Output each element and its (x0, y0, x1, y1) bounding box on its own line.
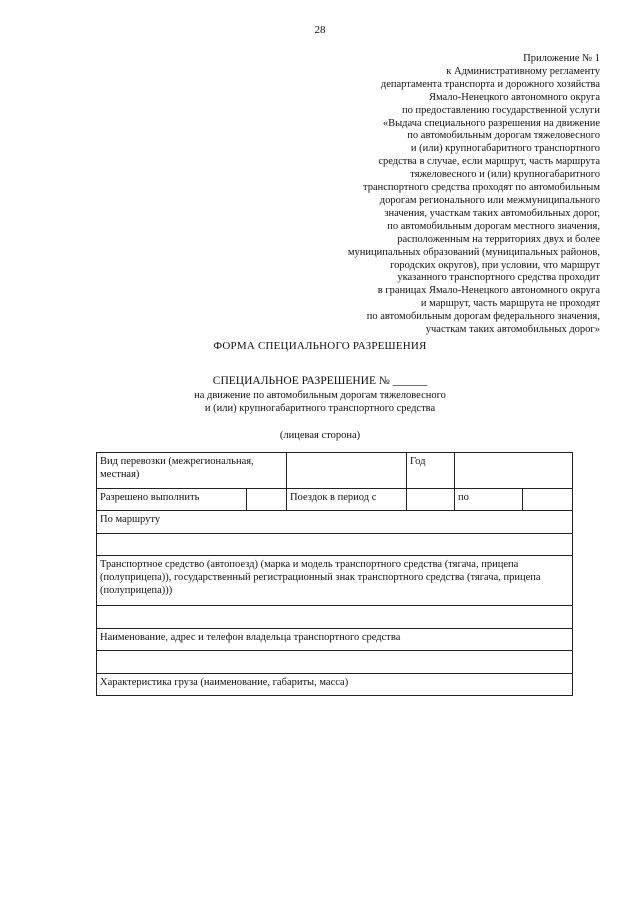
appendix-line: и (или) крупногабаритного транспортного (410, 143, 600, 155)
permit-title: СПЕЦИАЛЬНОЕ РАЗРЕШЕНИЕ № ______ (212, 375, 428, 387)
side-label: (лицевая сторона) (279, 430, 361, 441)
appendix-line: в границах Ямало-Ненецкого автономного округа (377, 285, 600, 297)
vehicle-field[interactable] (97, 606, 573, 629)
table-row (97, 674, 573, 696)
appendix-line: дорогам регионального или межмуниципального (379, 194, 600, 206)
owner-field[interactable] (97, 651, 573, 674)
transport-type-label: Вид перевозки (межрегиональная, местная) (97, 453, 287, 489)
year-label: Год (407, 453, 455, 489)
appendix-line: по автомобильным дорогам местного значения, (387, 220, 600, 232)
year-field[interactable] (455, 453, 573, 489)
appendix-line: и маршрут, часть маршрута не проходят (420, 298, 600, 310)
table-row (97, 453, 573, 489)
permit-subtitle-line: и (или) крупногабаритного транспортного средства (204, 403, 436, 414)
route-field[interactable] (97, 534, 573, 556)
table-row (97, 556, 573, 606)
allowed-label: Разрешено выполнить (97, 489, 247, 511)
table-row (97, 534, 573, 556)
permit-form-table (96, 452, 573, 696)
appendix-header (240, 53, 600, 337)
table-row (97, 489, 573, 511)
form-heading: ФОРМА СПЕЦИАЛЬНОГО РАЗРЕШЕНИЯ (213, 340, 427, 352)
appendix-line: указанного транспортного средства проходит (397, 272, 600, 284)
page-number: 28 (314, 24, 326, 36)
trips-period-label: Поездок в период с (287, 489, 407, 511)
appendix-line: тяжеловесного и (или) крупногабаритного (410, 169, 600, 181)
appendix-line: «Выдача специального разрешения на движение (382, 117, 600, 129)
period-to-field[interactable] (523, 489, 573, 511)
appendix-line: транспортного средства проходят по автомобильным (363, 182, 600, 194)
table-row (97, 511, 573, 534)
table-row (97, 651, 573, 674)
appendix-line: Ямало-Ненецкого автономного округа (428, 91, 600, 103)
appendix-line: муниципальных образований (муниципальных районов, (347, 246, 600, 258)
cargo-label: Характеристика груза (наименование, габариты, масса) (97, 674, 573, 696)
route-label: По маршруту (97, 511, 573, 534)
allowed-count-field[interactable] (247, 489, 287, 511)
appendix-line: средства в случае, если маршрут, часть маршрута (378, 156, 600, 168)
appendix-line: к Административному регламенту (446, 65, 600, 77)
appendix-line: по автомобильным дорогам федерального значения, (366, 311, 600, 323)
permit-subtitle (0, 389, 640, 415)
appendix-line: значения, участкам таких автомобильных дорог, (384, 207, 600, 219)
appendix-line: расположенным на территориях двух и более (397, 233, 600, 245)
appendix-line: Приложение № 1 (523, 53, 600, 64)
appendix-line: городских округов), при условии, что маршрут (390, 259, 600, 271)
appendix-line: по предоставлению государственной услуги (402, 104, 600, 116)
vehicle-label: Транспортное средство (автопоезд) (марка и модель транспортного средства (тягача, прицепа (полуприцепа)), государственный регистрационный знак транспортного средства (тягача, прицепа (полуприцепа))) (97, 556, 573, 606)
table-row (97, 606, 573, 629)
transport-type-field[interactable] (287, 453, 407, 489)
appendix-line: по автомобильным дорогам тяжеловесного (407, 130, 600, 142)
table-row (97, 629, 573, 651)
appendix-line: департамента транспорта и дорожного хозяйства (380, 78, 600, 90)
period-to-label: по (455, 489, 523, 511)
appendix-line: участкам таких автомобильных дорог» (425, 324, 600, 336)
permit-subtitle-line: на движение по автомобильным дорогам тяжеловесного (194, 390, 446, 401)
owner-label: Наименование, адрес и телефон владельца транспортного средства (97, 629, 573, 651)
period-from-field[interactable] (407, 489, 455, 511)
